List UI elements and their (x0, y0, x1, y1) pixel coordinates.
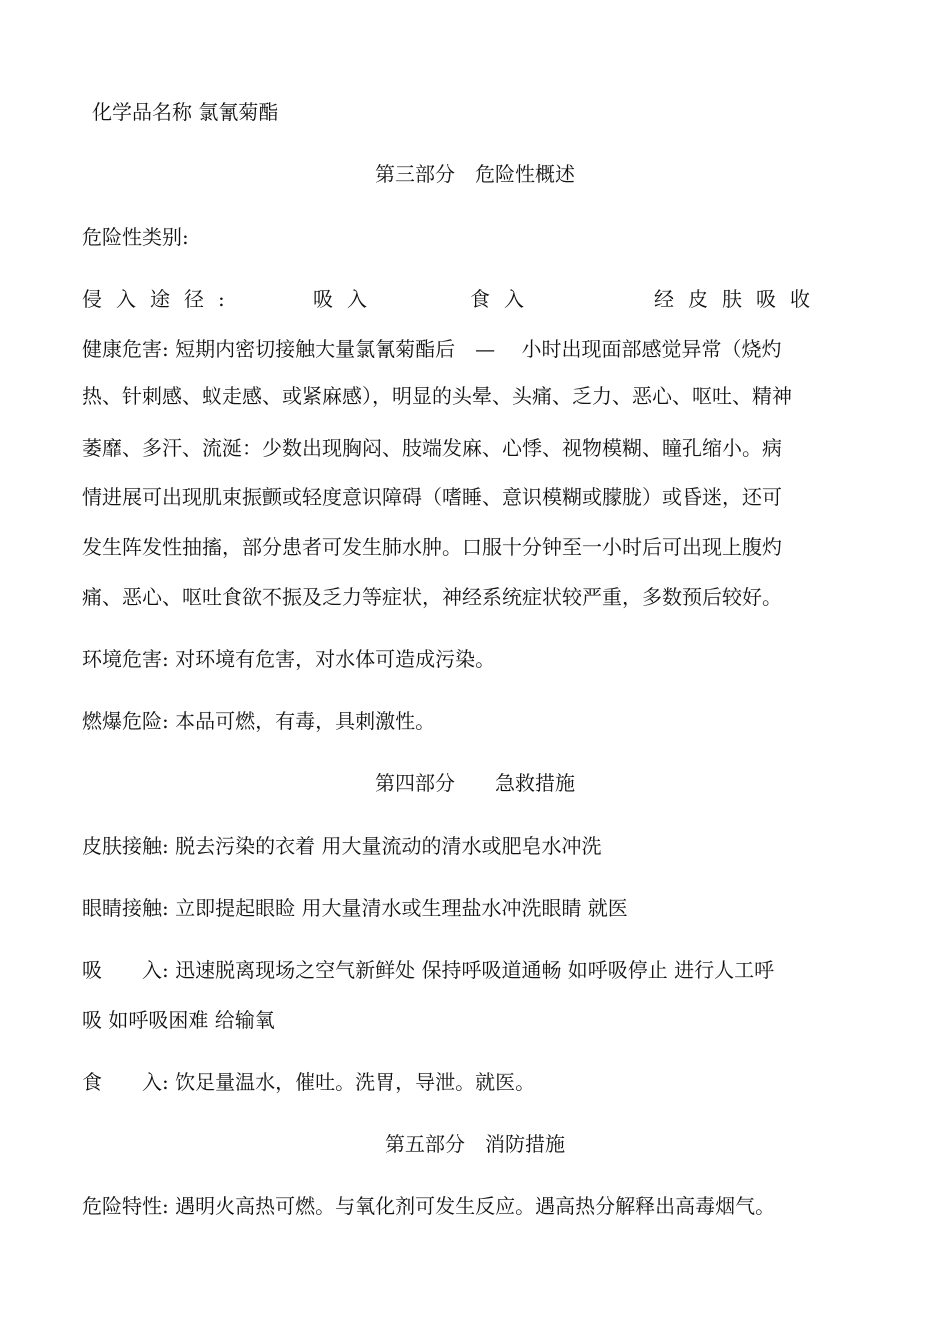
health-hazard-line: 痛、恶心、呕吐食欲不振及乏力等症状，神经系统症状较严重，多数预后较好。 (82, 585, 782, 609)
section5-title: 第五部分 消防措施 (385, 1132, 565, 1156)
entry-route-label: 侵入途径: (82, 287, 239, 311)
health-hazard-line: 情进展可出现肌束振颤或轻度意识障碍（嗜睡、意识模糊或朦胧）或昏迷，还可 (82, 485, 782, 509)
fire-explosion-hazard: 燃爆危险: 本品可燃，有毒，具刺激性。 (82, 709, 436, 733)
entry-route-ingestion: 食入 (470, 287, 538, 311)
entry-route-skin: 经皮肤吸收 (654, 287, 824, 311)
first-aid-eye: 眼睛接触: 立即提起眼睑 用大量清水或生理盐水冲洗眼睛 就医 (82, 896, 628, 920)
first-aid-inhalation: 吸 入: 迅速脱离现场之空气新鲜处 保持呼吸道通畅 如呼吸停止 进行人工呼 (82, 958, 775, 982)
health-hazard-line: 发生阵发性抽搐，部分患者可发生肺水肿。口服十分钟至一小时后可出现上腹灼 (82, 535, 782, 559)
environmental-hazard: 环境危害: 对环境有危害，对水体可造成污染。 (82, 647, 496, 671)
hazard-category: 危险性类别: (82, 225, 189, 249)
first-aid-ingestion: 食 入: 饮足量温水，催吐。洗胃，导泄。就医。 (82, 1070, 536, 1094)
first-aid-skin: 皮肤接触: 脱去污染的衣着 用大量流动的清水或肥皂水冲洗 (82, 834, 602, 858)
fire-hazard-characteristics: 危险特性: 遇明火高热可燃。与氧化剂可发生反应。遇高热分解释出高毒烟气。 (82, 1194, 776, 1218)
section3-title: 第三部分 危险性概述 (375, 162, 575, 186)
entry-route-inhalation: 吸入 (313, 287, 381, 311)
chemical-name: 化学品名称 氯氰菊酯 (92, 100, 279, 124)
health-hazard-line: 健康危害: 短期内密切接触大量氯氰菊酯后 — 小时出现面部感觉异常（烧灼 (82, 337, 782, 361)
health-hazard-line: 萎靡、多汗、流涎：少数出现胸闷、肢端发麻、心悸、视物模糊、瞳孔缩小。病 (82, 436, 782, 460)
health-hazard-line: 热、针刺感、蚁走感、或紧麻感），明显的头晕、头痛、乏力、恶心、呕吐、精神 (82, 384, 792, 408)
first-aid-inhalation-cont: 吸 如呼吸困难 给输氧 (82, 1008, 275, 1032)
section4-title: 第四部分 急救措施 (375, 771, 575, 795)
